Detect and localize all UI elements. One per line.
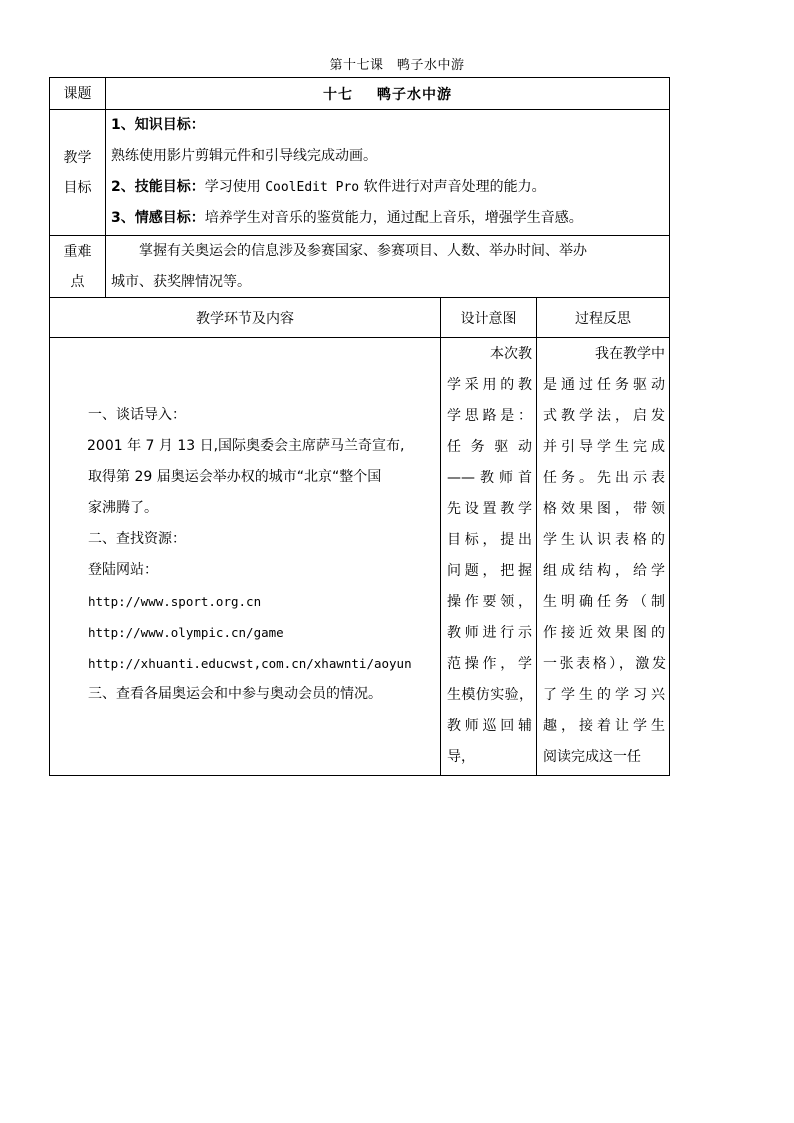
reflection-header: 过程反思 (575, 310, 631, 327)
reflection-line: 一张表格），激发 (543, 656, 665, 672)
design-line: 本次教 (490, 346, 532, 362)
skill-heading: 2、技能目标： (111, 179, 205, 195)
reflection-header-cell (536, 297, 670, 338)
reflection-line: 趣，接着让学生 (543, 718, 665, 734)
reflection-line: 我在教学中 (595, 346, 665, 362)
content-line: 家沸腾了。 (88, 500, 158, 516)
design-line: ——教师首 (447, 470, 532, 486)
objectives-label-cell (49, 109, 106, 236)
design-cell (440, 337, 537, 776)
reflection-line: 了学生的学习兴 (543, 687, 665, 703)
knowledge-heading: 1、知识目标： (111, 117, 205, 133)
content-header: 教学环节及内容 (196, 310, 294, 327)
topic-number: 十七 (323, 86, 353, 103)
page-header: 第十七课 鸭子水中游 (329, 58, 465, 73)
content-cell (49, 337, 441, 776)
content-url: http://www.olympic.cn/game (88, 625, 284, 640)
design-line: 学思路是： (447, 408, 532, 424)
content-url: http://xhuanti.educwst,com.cn/xhawnti/aoyun (88, 656, 412, 671)
emotion-objective (111, 203, 665, 234)
reflection-line: 学生认识表格的 (543, 532, 665, 548)
emotion-text: 培养学生对音乐的鉴赏能力，通过配上音乐，增强学生音感。 (204, 210, 583, 226)
design-header-cell (440, 297, 537, 338)
reflection-line: 作接近效果图的 (543, 625, 665, 641)
objectives-label-line1: 教学 (63, 149, 92, 166)
content-line: 二、查找资源： (88, 531, 186, 547)
reflection-line: 式教学法，启发 (543, 408, 665, 424)
design-line: 教师进行示 (447, 625, 532, 641)
design-line: 导， (447, 749, 475, 765)
topic-label-cell (49, 77, 106, 110)
reflection-line: 任务。先出示表 (543, 470, 665, 486)
reflection-line: 是通过任务驱动 (543, 377, 665, 393)
topic-title-cell (105, 77, 670, 110)
objectives-cell (105, 109, 670, 236)
content-line: 三、查看各届奥运会和中参与奥动会员的情况。 (88, 686, 382, 702)
reflection-line: 并引导学生完成 (543, 439, 665, 455)
design-line: 操作要领， (447, 594, 532, 610)
skill-objective (111, 172, 665, 203)
objectives-label-line2: 目标 (63, 179, 92, 196)
content-line: 2001 年 7 月 13 日,国际奥委会主席萨马兰奇宣布, (87, 438, 405, 454)
content-header-cell (49, 297, 441, 338)
difficulty-cell (105, 235, 670, 298)
skill-text-2: 软件进行对声音处理的能力。 (359, 179, 546, 195)
design-line: 任 务 驱 动 (447, 439, 532, 455)
content-line: 登陆网站： (88, 562, 158, 578)
design-line: 学采用的教 (447, 377, 532, 393)
topic-title: 鸭子水中游 (377, 86, 452, 103)
design-line: 教师巡回辅 (447, 718, 532, 734)
content-url: http://www.sport.org.cn (88, 594, 262, 609)
design-header: 设计意图 (460, 310, 517, 327)
design-line: 目标，提出 (447, 532, 532, 548)
knowledge-text: 熟练使用影片剪辑元件和引导线完成动画。 (111, 148, 377, 164)
reflection-line: 生明确任务（制 (543, 594, 665, 610)
design-line: 生模仿实验， (447, 687, 532, 703)
design-line: 范操作，学 (447, 656, 532, 672)
content-line: 取得第 29 届奥运会举办权的城市“北京“整个国 (88, 469, 382, 485)
difficulty-label-line2: 点 (70, 273, 85, 290)
skill-software: CoolEdit Pro (265, 180, 360, 195)
reflection-line: 阅读完成这一任 (543, 749, 641, 765)
reflection-line: 格效果图，带领 (543, 501, 665, 517)
content-line: 一、谈话导入： (88, 407, 186, 423)
reflection-line: 组成结构，给学 (543, 563, 665, 579)
difficulty-label-cell (49, 235, 106, 298)
reflection-cell (536, 337, 670, 776)
difficulty-line2: 城市、获奖牌情况等。 (111, 274, 251, 290)
design-line: 问题，把握 (447, 563, 532, 579)
difficulty-line1: 掌握有关奥运会的信息涉及参赛国家、参赛项目、人数、举办时间、举办 (139, 243, 587, 259)
difficulty-label-line1: 重难 (63, 243, 92, 260)
design-line: 先设置教学 (447, 501, 532, 517)
skill-text-1: 学习使用 (204, 179, 266, 195)
topic-label: 课题 (63, 85, 92, 102)
emotion-heading: 3、情感目标： (111, 210, 205, 226)
